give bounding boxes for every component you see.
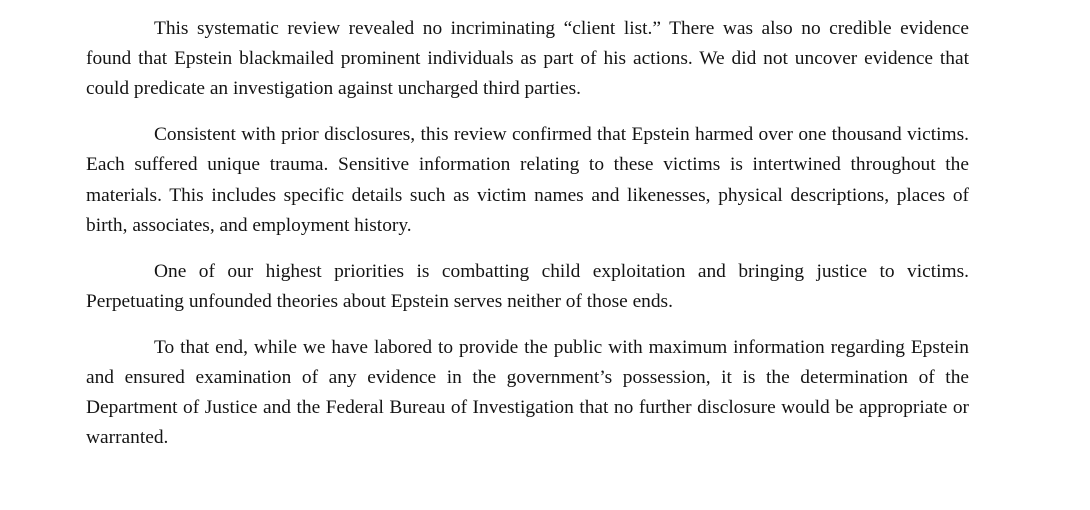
paragraph-priorities: One of our highest priorities is combatting child exploitation and bringing justice to victims. Perpetuating unfounded theories about Epstein serves neither of those ends. <box>86 260 969 312</box>
document-body <box>86 14 969 469</box>
paragraph-client-list: This systematic review revealed no incriminating “client list.” There was also no credible evidence found that Epstein blackmailed prominent individuals as part of his actions. We did not uncover evidence that could predicate an investigation against uncharged third parties. <box>86 18 969 100</box>
paragraph-victims: Consistent with prior disclosures, this review confirmed that Epstein harmed over one thousand victims. Each suffered unique trauma. Sensitive information relating to these victims is intertwined throughout the materials. This includes specific details such as victim names and likenesses, physical descriptions, places of birth, associates, and employment history. <box>86 124 969 236</box>
paragraph-conclusion: To that end, while we have labored to provide the public with maximum information regarding Epstein and ensured examination of any evidence in the government’s possession, it is the determination of the Department of Justice and the Federal Bureau of Investigation that no further disclosure would be appropriate or warranted. <box>86 336 969 449</box>
